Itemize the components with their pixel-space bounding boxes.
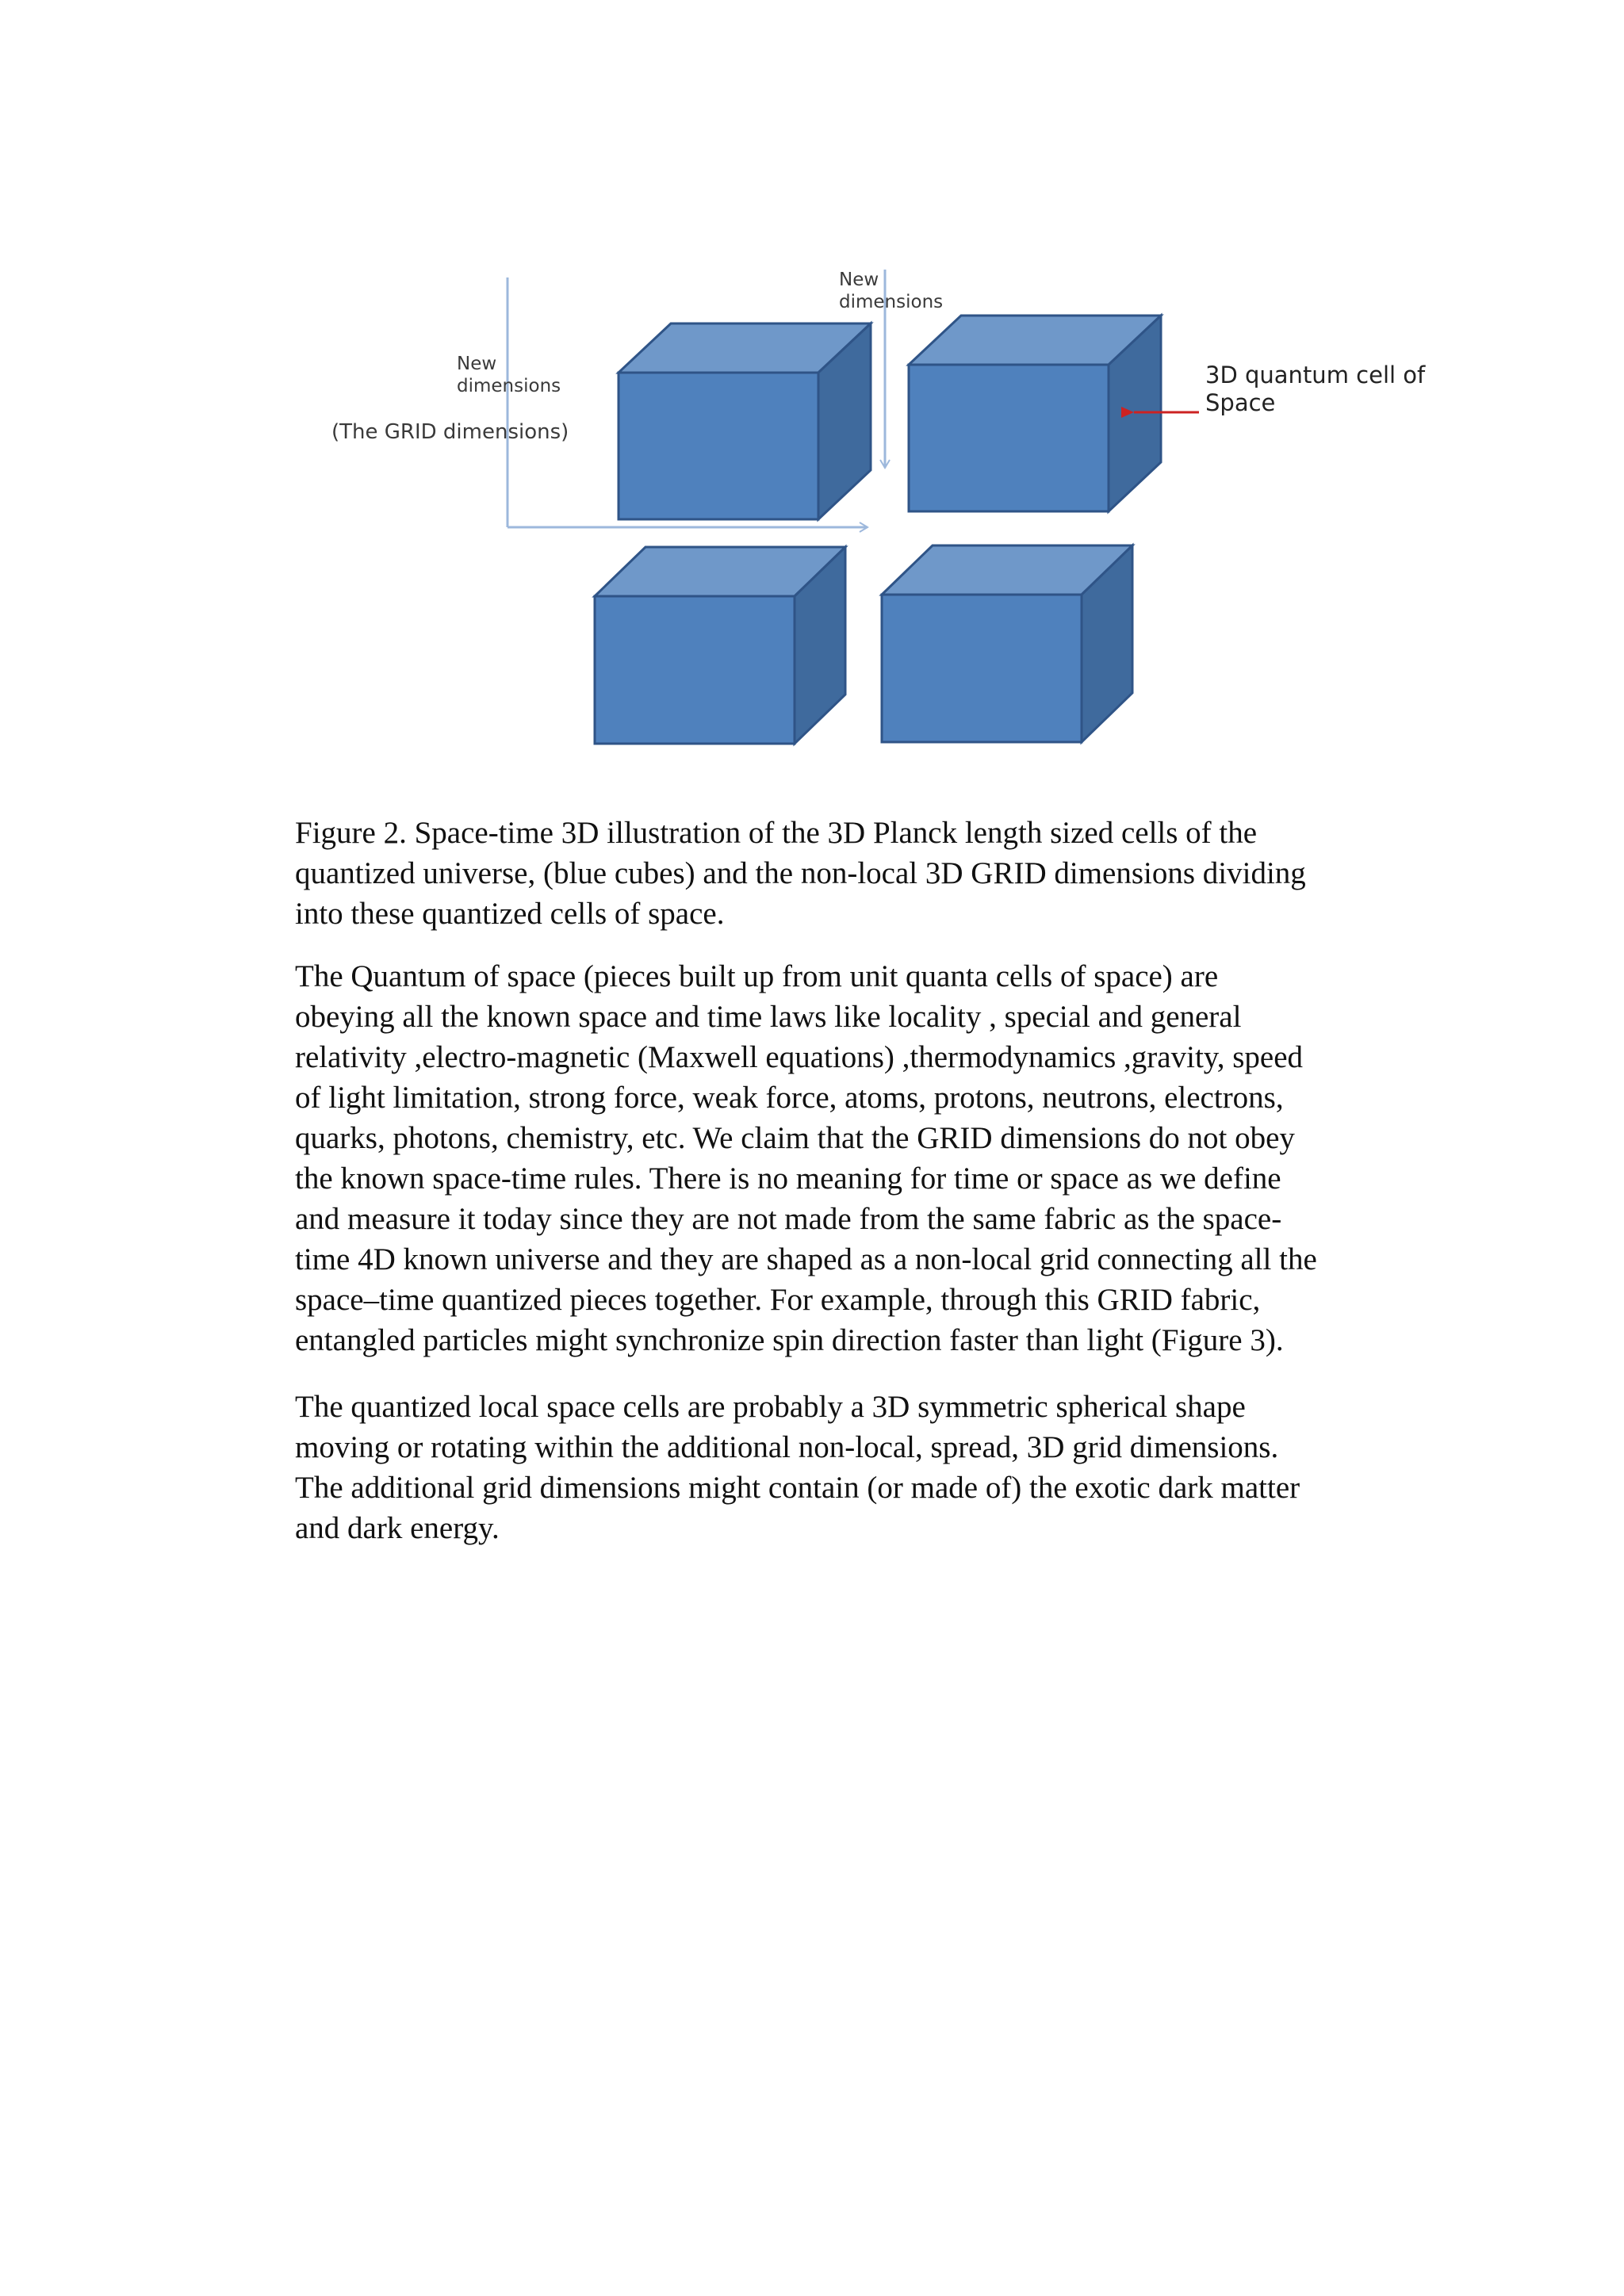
cube-front-face: [595, 596, 795, 744]
body-paragraph-2: The quantized local space cells are probably a 3D symmetric spherical shape moving or rotating within the additional non-local, spread, 3D grid dimensions. The additional grid dimensions might contain (or made of) the exotic dark matter and dark energy.: [295, 1390, 1300, 1545]
cube-top-right: [909, 316, 1161, 511]
cube-front-face: [909, 365, 1109, 511]
body-paragraph-1: The Quantum of space (pieces built up from unit quanta cells of space) are obeying all the known space and time laws like locality , special and general relativity ,electro-magnetic (Maxwell equations) ,thermodynamics ,gravity, speed of light limitation, strong force, weak force, atoms, protons, neutrons, electrons, quarks, photons, chemistry, etc. We claim that the GRID dimensions do not obey the known space-time rules. There is no meaning for time or space as we define and measure it today since they are not made from the same fabric as the space- time 4D known universe and they are shaped as a non-local grid connecting all the space–time quantized pieces together. For example, through this GRID fabric, entangled particles might synchronize spin direction faster than light (Figure 3).: [295, 959, 1317, 1357]
figure-2-illustration: [317, 262, 1443, 753]
cube-front-face: [882, 595, 1082, 742]
label-new-dimensions-top: New dimensions: [839, 270, 944, 312]
cube-top-left: [619, 323, 871, 519]
cube-bottom-left: [595, 547, 845, 744]
figure-2-drawing: [317, 262, 1443, 753]
label-new-dimensions-left: New dimensions: [457, 354, 561, 396]
figure-caption: Figure 2. Space-time 3D illustration of the 3D Planck length sized cells of the quantized universe, (blue cubes) and the non-local 3D GRID dimensions dividing into these quantized cells of space.: [295, 816, 1306, 931]
cube-bottom-right: [882, 545, 1132, 742]
label-grid-dimensions: (The GRID dimensions): [331, 420, 569, 444]
cube-front-face: [619, 373, 818, 519]
label-quantum-cell: 3D quantum cell of Space: [1205, 362, 1426, 416]
